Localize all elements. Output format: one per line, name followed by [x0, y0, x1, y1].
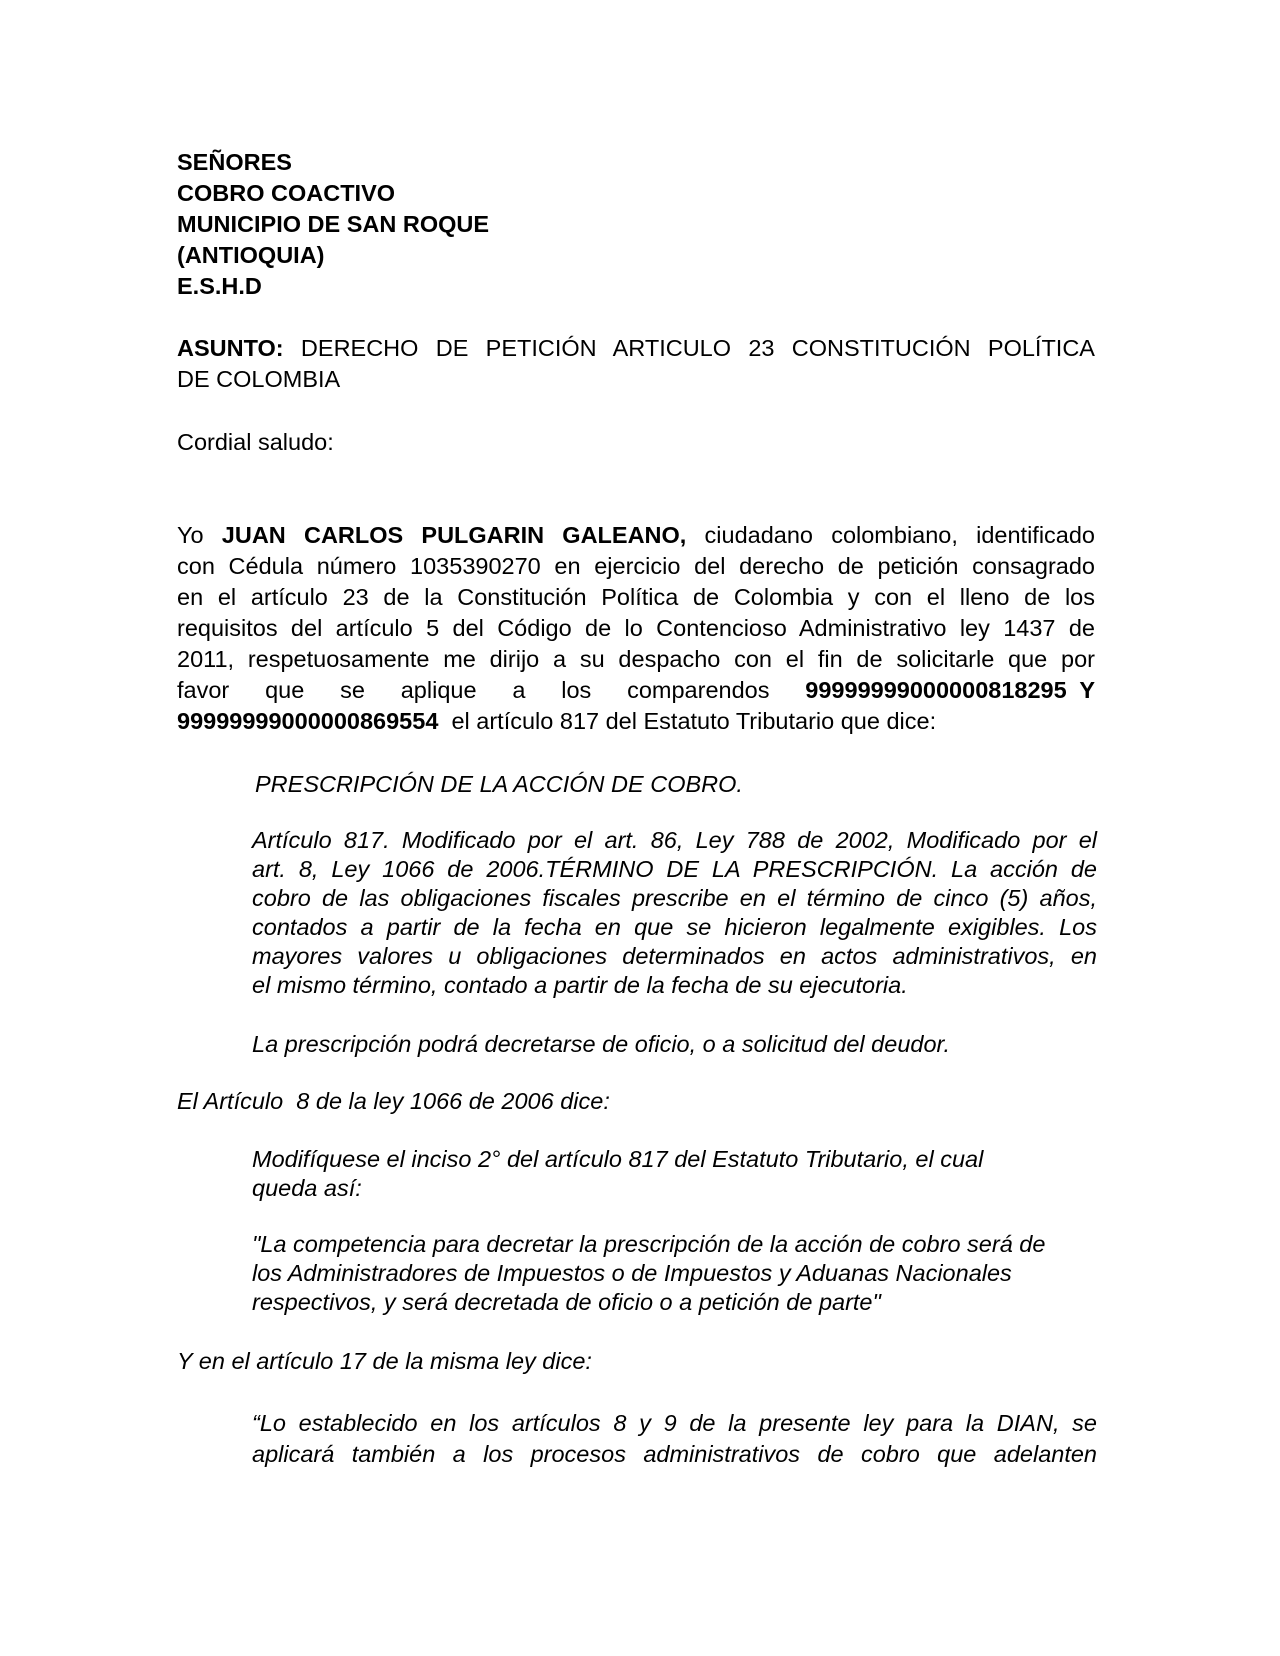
recipient-line-4: (ANTIOQUIA) — [177, 242, 325, 268]
recipient-line-3: MUNICIPIO DE SAN ROQUE — [177, 211, 490, 237]
body-word: que — [265, 677, 305, 703]
subject-line-1 — [177, 333, 1095, 364]
body-line-1 — [177, 520, 1095, 551]
body-line-4: requisitos del artículo 5 del Código de lo Contencioso Administrativo ley 1437 de — [177, 615, 1095, 641]
recipient-line-1: SEÑORES — [177, 149, 292, 175]
body-word: los — [561, 677, 592, 703]
quote-article-8 — [252, 1145, 1097, 1203]
citation-number-2: 99999999000000869554 — [177, 708, 439, 734]
body-line-6 — [177, 675, 1095, 706]
article-17-intro: Y en el artículo 17 de la misma ley dice: — [177, 1348, 592, 1374]
quote-line: "La competencia para decretar la prescripción de la acción de cobro será de — [252, 1231, 1046, 1257]
quote-line: cobro de las obligaciones fiscales prescribe en el término de cinco (5) años, — [252, 885, 1097, 911]
greeting: Cordial saludo: — [177, 429, 334, 455]
quote-article-8-text — [252, 1230, 1097, 1317]
body-word: aplique — [400, 677, 477, 703]
body-text: el artículo 817 del Estatuto Tributario que dice: — [438, 708, 937, 734]
petitioner-name: JUAN CARLOS PULGARIN GALEANO, — [221, 522, 687, 548]
quote-line: respectivos, y será decretada de oficio o a petición de parte" — [252, 1289, 881, 1315]
recipient-line-2: COBRO COACTIVO — [177, 180, 396, 206]
body-word: favor — [177, 677, 230, 703]
quote-heading: PRESCRIPCIÓN DE LA ACCIÓN DE COBRO. — [255, 771, 743, 797]
body-line-2: con Cédula número 1035390270 en ejercicio del derecho de petición consagrado — [177, 553, 1095, 579]
quote-article-17 — [252, 1408, 1097, 1470]
subject-text: DERECHO DE PETICIÓN ARTICULO 23 CONSTITUCIÓN POLÍTICA — [283, 335, 1095, 361]
body-text: Yo — [177, 522, 222, 548]
body-line-3: en el artículo 23 de la Constitución Política de Colombia y con el lleno de los — [177, 584, 1095, 610]
quote-line: “Lo establecido en los artículos 8 y 9 de la presente ley para la DIAN, se — [252, 1410, 1097, 1436]
body-word: a — [512, 677, 526, 703]
article-8-intro: El Artículo 8 de la ley 1066 de 2006 dice: — [177, 1088, 610, 1114]
citation-number-1: 99999999000000818295 Y — [805, 677, 1095, 703]
quote-article-817 — [252, 826, 1097, 1000]
body-text: ciudadano colombiano, identificado — [686, 522, 1095, 548]
quote-line: los Administradores de Impuestos o de Impuestos y Aduanas Nacionales — [252, 1260, 1012, 1286]
body-word: comparendos — [627, 677, 770, 703]
body-line-7 — [177, 706, 936, 737]
quote-line: aplicará también a los procesos administrativos de cobro que adelanten — [252, 1441, 1097, 1467]
body-line-5: 2011, respetuosamente me dirijo a su despacho con el fin de solicitarle que por — [177, 646, 1095, 672]
quote-line: queda así: — [252, 1175, 362, 1201]
quote-line: Artículo 817. Modificado por el art. 86, Ley 788 de 2002, Modificado por el — [252, 827, 1097, 853]
quote-line: el mismo término, contado a partir de la fecha de su ejecutoria. — [252, 972, 908, 998]
subject-label: ASUNTO: — [177, 335, 284, 361]
body-word: se — [340, 677, 365, 703]
recipient-line-5: E.S.H.D — [177, 273, 262, 299]
subject-line-2: DE COLOMBIA — [177, 366, 341, 392]
quote-line: contados a partir de la fecha en que se hicieron legalmente exigibles. Los — [252, 914, 1097, 940]
quote-line: art. 8, Ley 1066 de 2006.TÉRMINO DE LA PRESCRIPCIÓN. La acción de — [252, 856, 1097, 882]
quote-line: mayores valores u obligaciones determinados en actos administrativos, en — [252, 943, 1097, 969]
quote-prescription-note: La prescripción podrá decretarse de oficio, o a solicitud del deudor. — [252, 1031, 951, 1057]
quote-line: Modifíquese el inciso 2° del artículo 817 del Estatuto Tributario, el cual — [252, 1146, 984, 1172]
